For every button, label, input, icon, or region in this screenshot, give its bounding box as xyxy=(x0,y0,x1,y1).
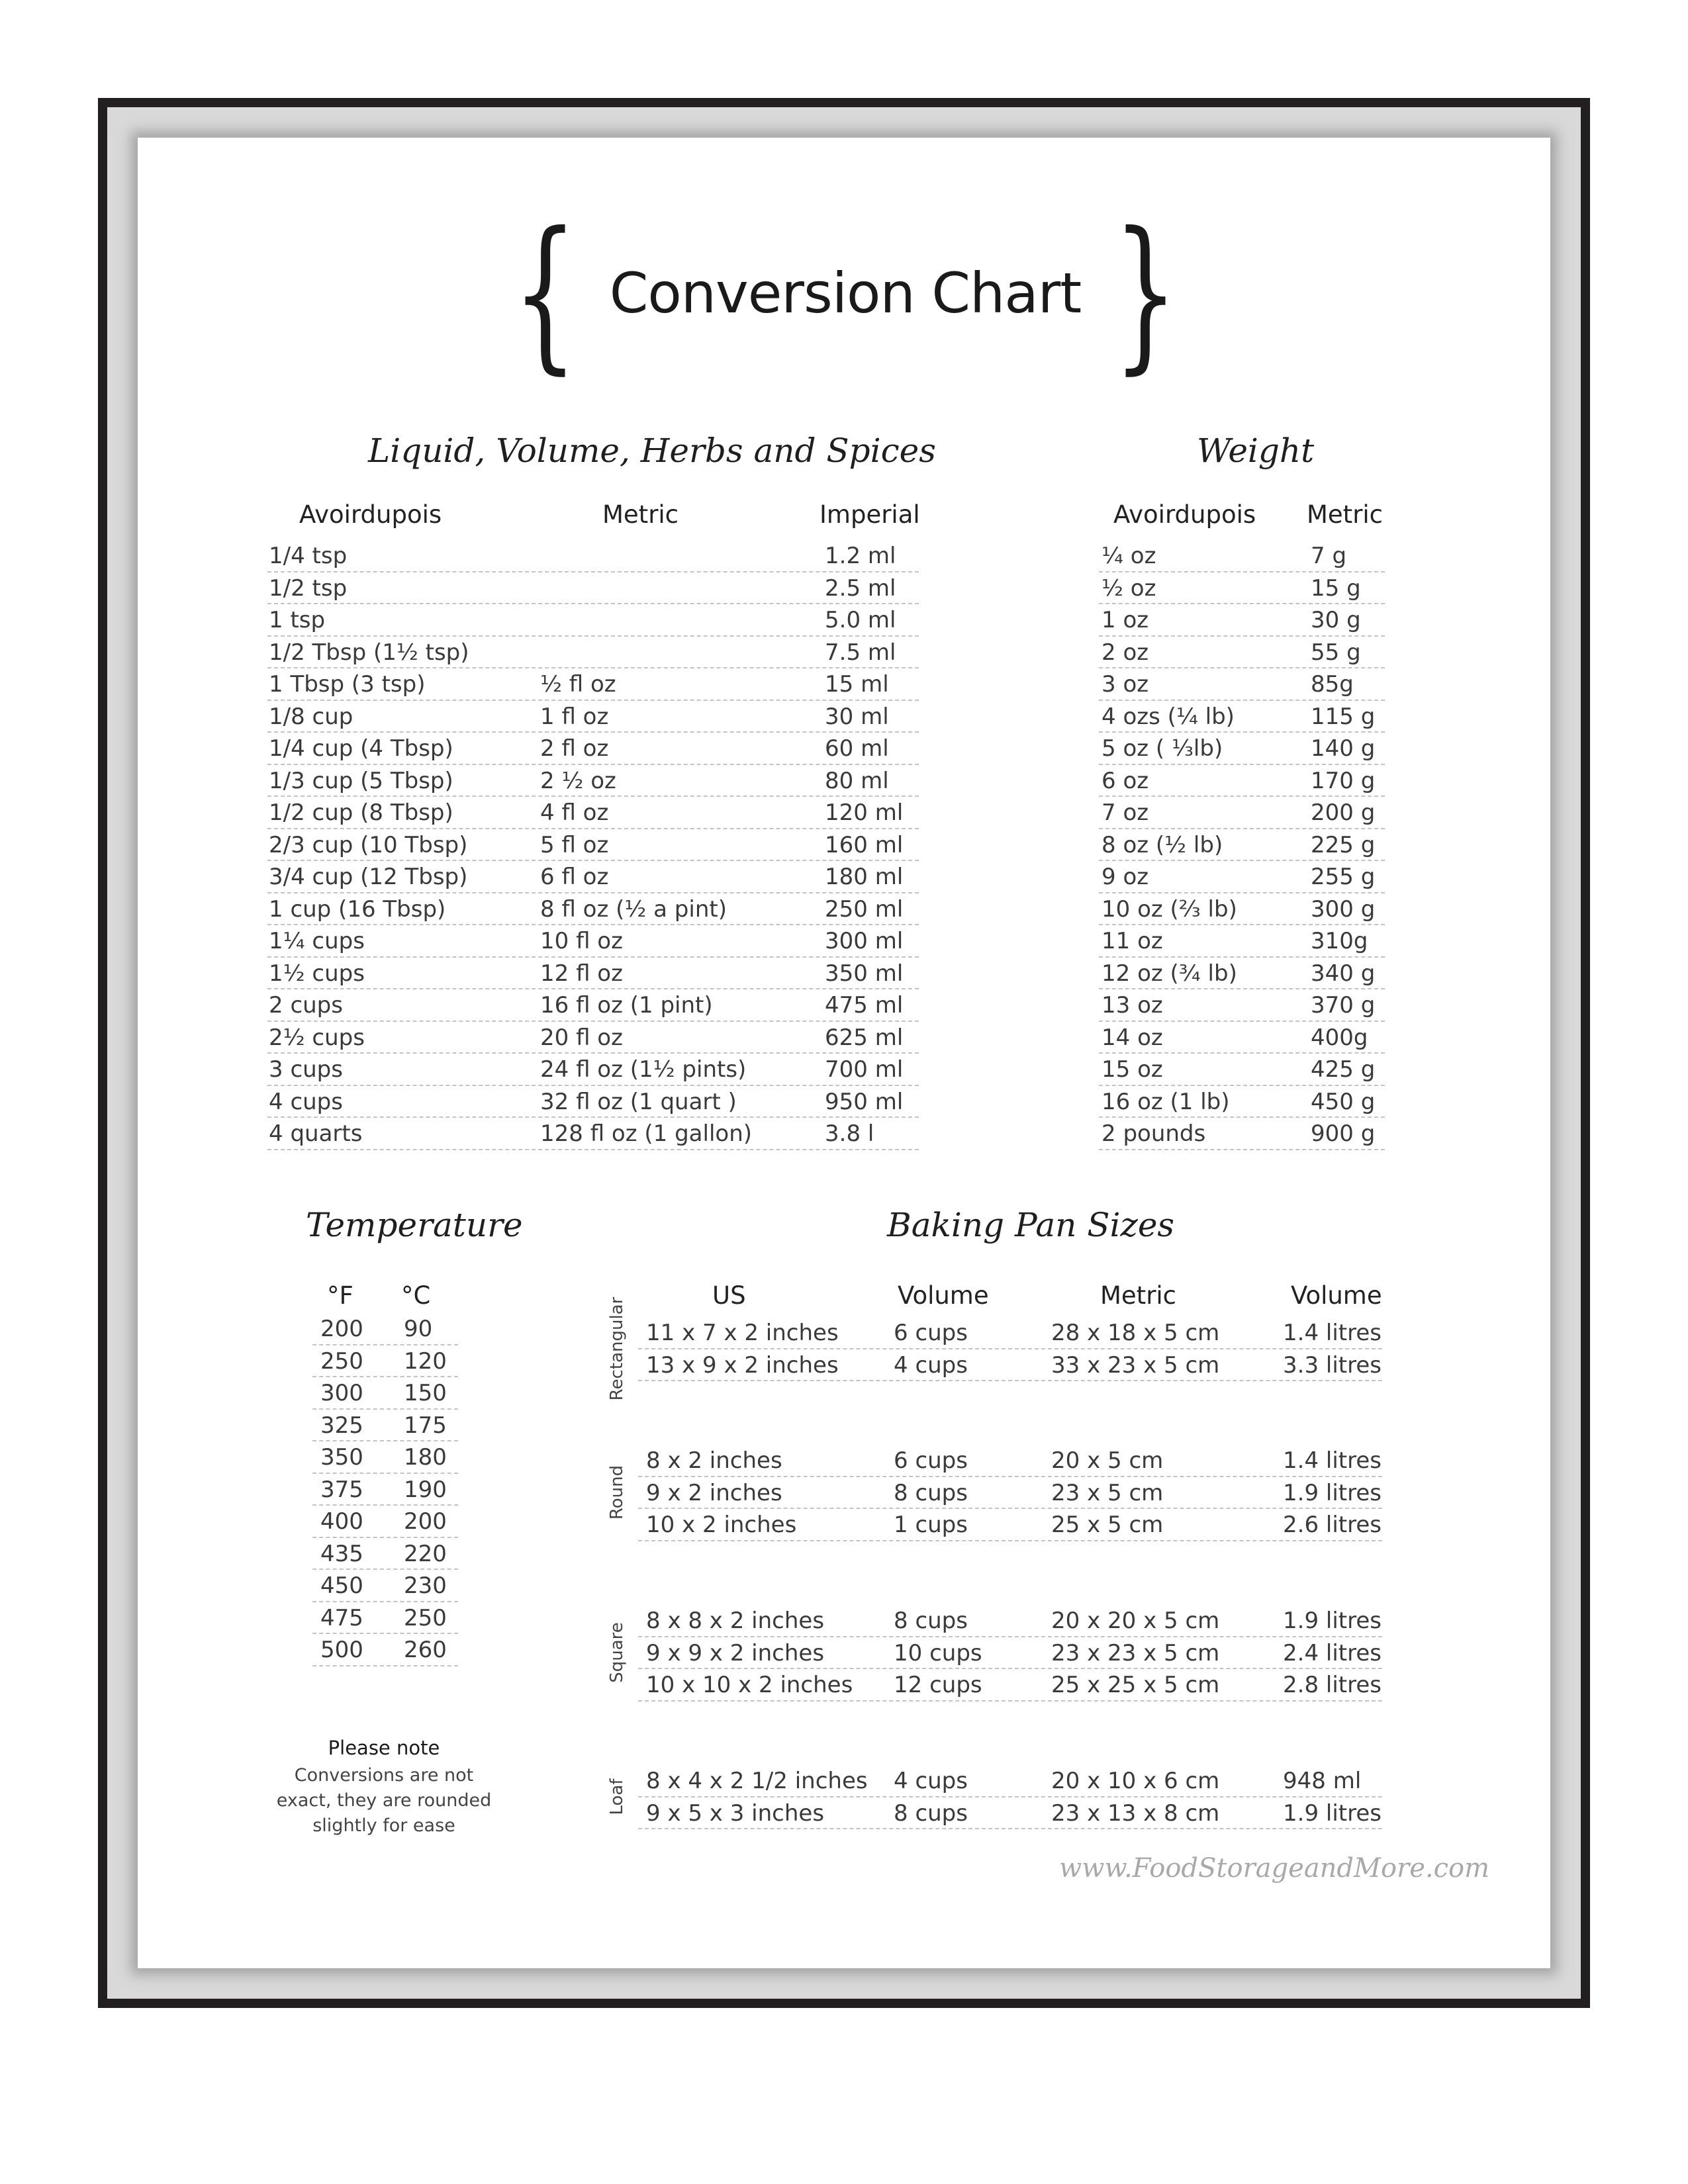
table-cell: 8 cups xyxy=(894,1479,968,1506)
table-cell: 2.4 litres xyxy=(1283,1639,1382,1666)
table-cell: 4 fl oz xyxy=(540,799,609,826)
table-cell: 23 x 13 x 8 cm xyxy=(1051,1799,1220,1827)
table-row xyxy=(638,1669,1382,1702)
table-cell: 1/8 cup xyxy=(269,703,353,730)
table-cell: 300 xyxy=(320,1380,363,1406)
table-cell: 8 oz (½ lb) xyxy=(1102,831,1223,858)
table-cell: 340 g xyxy=(1311,960,1376,987)
table-cell: 140 g xyxy=(1311,735,1376,762)
table-row xyxy=(267,829,919,862)
table-row xyxy=(1099,925,1385,958)
table-row xyxy=(267,733,919,765)
table-cell: 1/3 cup (5 Tbsp) xyxy=(269,767,453,794)
table-cell: 180 xyxy=(404,1444,447,1471)
column-header: °C xyxy=(401,1281,431,1310)
table-cell: 90 xyxy=(404,1316,433,1342)
table-cell: 5 oz ( ⅓lb) xyxy=(1102,735,1223,762)
table-row xyxy=(312,1634,458,1666)
table-row xyxy=(267,668,919,701)
table-cell: 1/2 cup (8 Tbsp) xyxy=(269,799,453,826)
table-cell: 15 ml xyxy=(825,671,889,698)
table-cell: 20 fl oz xyxy=(540,1024,623,1051)
table-row xyxy=(1099,540,1385,572)
table-row xyxy=(267,572,919,605)
table-cell: 250 xyxy=(404,1604,447,1631)
table-cell: 1¼ cups xyxy=(269,928,365,954)
liquid-section-title: Liquid, Volume, Herbs and Spices xyxy=(368,432,936,470)
table-row xyxy=(1099,797,1385,829)
table-cell: 6 fl oz xyxy=(540,864,609,890)
table-cell: ½ fl oz xyxy=(540,671,616,698)
table-row xyxy=(1099,1022,1385,1054)
table-row xyxy=(638,1317,1382,1349)
table-row xyxy=(267,958,919,990)
page-title: Conversion Chart xyxy=(609,261,1082,326)
table-row xyxy=(267,765,919,797)
table-row xyxy=(267,989,919,1022)
table-cell: 3/4 cup (12 Tbsp) xyxy=(269,864,468,890)
table-cell: 425 g xyxy=(1311,1056,1376,1083)
column-header: Avoirdupois xyxy=(299,500,442,529)
column-header: Volume xyxy=(1291,1281,1382,1310)
table-cell: 4 quarts xyxy=(269,1120,363,1147)
table-cell: 3 cups xyxy=(269,1056,343,1083)
table-cell: 12 oz (¾ lb) xyxy=(1102,960,1237,987)
table-row xyxy=(312,1506,458,1538)
table-cell: 475 ml xyxy=(825,992,904,1019)
left-brace: { xyxy=(512,197,578,389)
table-cell: 1.4 litres xyxy=(1283,1447,1382,1474)
table-row xyxy=(312,1345,458,1378)
table-row xyxy=(267,540,919,572)
table-cell: 12 cups xyxy=(894,1672,982,1698)
table-cell: 2½ cups xyxy=(269,1024,365,1051)
table-cell: 250 xyxy=(320,1347,363,1375)
table-row xyxy=(1099,604,1385,637)
table-cell: 1 cup (16 Tbsp) xyxy=(269,895,446,923)
table-cell: 5.0 ml xyxy=(825,607,896,633)
table-cell: 115 g xyxy=(1311,703,1376,730)
table-row xyxy=(267,1118,919,1150)
table-cell: 1 Tbsp (3 tsp) xyxy=(269,671,426,698)
table-row xyxy=(638,1445,1382,1477)
table-cell: 6 cups xyxy=(894,1320,968,1346)
table-row xyxy=(267,604,919,637)
table-row xyxy=(638,1605,1382,1637)
table-cell: 200 xyxy=(320,1316,363,1342)
table-cell: 9 x 5 x 3 inches xyxy=(646,1799,825,1827)
table-cell: 10 x 10 x 2 inches xyxy=(646,1672,853,1698)
table-cell: 200 xyxy=(404,1508,447,1535)
table-row xyxy=(312,1474,458,1506)
table-cell: 1.4 litres xyxy=(1283,1320,1382,1346)
table-cell: 230 xyxy=(404,1572,447,1599)
table-row xyxy=(638,1349,1382,1382)
pan-group-label: Square xyxy=(607,1621,627,1683)
table-cell: 25 x 25 x 5 cm xyxy=(1051,1672,1220,1698)
column-header: Imperial xyxy=(820,500,920,529)
table-cell: 4 ozs (¼ lb) xyxy=(1102,703,1235,730)
table-row xyxy=(1099,1118,1385,1150)
table-row xyxy=(1099,668,1385,701)
table-cell: 300 g xyxy=(1311,895,1376,923)
table-cell: 8 cups xyxy=(894,1799,968,1827)
pan-group-label: Rectangular xyxy=(607,1297,627,1400)
table-row xyxy=(638,1797,1382,1830)
table-cell: 1 fl oz xyxy=(540,703,609,730)
table-row xyxy=(1099,958,1385,990)
table-cell: 3 oz xyxy=(1102,671,1149,698)
note-title: Please note xyxy=(328,1737,440,1759)
table-cell: 24 fl oz (1½ pints) xyxy=(540,1056,747,1083)
table-cell: 2.8 litres xyxy=(1283,1672,1382,1698)
table-cell: 12 fl oz xyxy=(540,960,623,987)
table-cell: 950 ml xyxy=(825,1088,904,1115)
table-cell: 23 x 5 cm xyxy=(1051,1479,1164,1506)
table-cell: 255 g xyxy=(1311,864,1376,890)
column-header: Volume xyxy=(898,1281,989,1310)
table-cell: 1 cups xyxy=(894,1512,968,1538)
table-cell: 450 xyxy=(320,1572,363,1599)
table-row xyxy=(267,1022,919,1054)
table-cell: 400 xyxy=(320,1508,363,1535)
table-cell: 3.8 l xyxy=(825,1120,874,1147)
table-cell: 4 cups xyxy=(269,1088,343,1115)
table-cell: 16 fl oz (1 pint) xyxy=(540,992,713,1019)
table-cell: 175 xyxy=(404,1412,447,1439)
table-cell: 1½ cups xyxy=(269,960,365,987)
table-row xyxy=(1099,572,1385,605)
table-cell: 1/2 tsp xyxy=(269,574,348,602)
table-cell: 30 ml xyxy=(825,703,889,730)
table-cell: 80 ml xyxy=(825,767,889,794)
table-cell: 20 x 5 cm xyxy=(1051,1447,1164,1474)
table-cell: 6 oz xyxy=(1102,767,1149,794)
table-row xyxy=(1099,893,1385,926)
column-header: Metric xyxy=(1307,500,1383,529)
table-cell: 150 xyxy=(404,1380,447,1406)
table-cell: 10 cups xyxy=(894,1639,982,1666)
table-cell: 120 ml xyxy=(825,799,904,826)
table-cell: 625 ml xyxy=(825,1024,904,1051)
table-cell: 1 oz xyxy=(1102,607,1149,633)
table-cell: 180 ml xyxy=(825,864,904,890)
table-cell: 10 oz (⅔ lb) xyxy=(1102,895,1237,923)
table-row xyxy=(312,1377,458,1410)
table-cell: 16 oz (1 lb) xyxy=(1102,1088,1230,1115)
table-row xyxy=(638,1637,1382,1670)
table-row xyxy=(267,1086,919,1118)
table-cell: 30 g xyxy=(1311,607,1361,633)
table-cell: 28 x 18 x 5 cm xyxy=(1051,1320,1220,1346)
table-row xyxy=(1099,989,1385,1022)
table-row xyxy=(1099,829,1385,862)
table-row xyxy=(267,1054,919,1086)
table-cell: 2.5 ml xyxy=(825,574,896,602)
table-cell: 85g xyxy=(1311,671,1354,698)
table-cell: 3.3 litres xyxy=(1283,1351,1382,1379)
table-cell: 5 fl oz xyxy=(540,831,609,858)
table-cell: 225 g xyxy=(1311,831,1376,858)
table-cell: 8 cups xyxy=(894,1608,968,1634)
table-cell: 310g xyxy=(1311,928,1368,954)
table-cell: 400g xyxy=(1311,1024,1368,1051)
table-cell: 350 xyxy=(320,1444,363,1471)
table-cell: 170 g xyxy=(1311,767,1376,794)
table-row xyxy=(312,1313,458,1345)
table-row xyxy=(1099,861,1385,893)
table-row xyxy=(638,1765,1382,1797)
table-cell: 1.9 litres xyxy=(1283,1608,1382,1634)
table-cell: 9 x 2 inches xyxy=(646,1479,782,1506)
table-cell: 33 x 23 x 5 cm xyxy=(1051,1351,1220,1379)
table-row xyxy=(638,1509,1382,1541)
table-cell: 370 g xyxy=(1311,992,1376,1019)
table-cell: 10 fl oz xyxy=(540,928,623,954)
weight-section-title: Weight xyxy=(1197,432,1315,470)
table-row xyxy=(312,1538,458,1570)
table-cell: 11 x 7 x 2 inches xyxy=(646,1320,839,1346)
table-row xyxy=(267,893,919,926)
table-row xyxy=(267,797,919,829)
note-body: Conversions are not exact, they are rounded slightly for ease xyxy=(276,1765,492,1836)
table-cell: 350 ml xyxy=(825,960,904,987)
table-row xyxy=(267,701,919,733)
table-row xyxy=(267,861,919,893)
table-cell: 260 xyxy=(404,1637,447,1663)
title-block xyxy=(0,197,1688,389)
baking-section-title: Baking Pan Sizes xyxy=(887,1206,1175,1244)
table-cell: 11 oz xyxy=(1102,928,1163,954)
table-cell: 500 xyxy=(320,1637,363,1663)
right-brace: } xyxy=(1113,197,1179,389)
table-cell: 7 oz xyxy=(1102,799,1149,826)
table-cell: 7.5 ml xyxy=(825,639,896,666)
table-row xyxy=(312,1410,458,1442)
table-cell: 10 x 2 inches xyxy=(646,1512,797,1538)
column-header: Metric xyxy=(1100,1281,1177,1310)
table-cell: 9 x 9 x 2 inches xyxy=(646,1639,825,1666)
table-row xyxy=(1099,1054,1385,1086)
table-cell: 20 x 10 x 6 cm xyxy=(1051,1768,1220,1794)
table-cell: 20 x 20 x 5 cm xyxy=(1051,1608,1220,1634)
table-cell: 325 xyxy=(320,1412,363,1439)
table-cell: ½ oz xyxy=(1102,574,1156,602)
table-cell: 13 x 9 x 2 inches xyxy=(646,1351,839,1379)
table-row xyxy=(1099,1086,1385,1118)
table-cell: 1 tsp xyxy=(269,607,326,633)
table-cell: 4 cups xyxy=(894,1768,968,1794)
table-cell: 160 ml xyxy=(825,831,904,858)
table-cell: 2.6 litres xyxy=(1283,1512,1382,1538)
table-cell: 23 x 23 x 5 cm xyxy=(1051,1639,1220,1666)
table-cell: 8 fl oz (½ a pint) xyxy=(540,895,727,923)
table-cell: 55 g xyxy=(1311,639,1361,666)
table-row xyxy=(1099,765,1385,797)
table-cell: 375 xyxy=(320,1476,363,1503)
table-row xyxy=(638,1477,1382,1510)
table-cell: 7 g xyxy=(1311,543,1347,569)
table-cell: 1/4 tsp xyxy=(269,543,348,569)
table-cell: 450 g xyxy=(1311,1088,1376,1115)
column-header: Avoirdupois xyxy=(1113,500,1256,529)
table-cell: 435 xyxy=(320,1540,363,1567)
table-cell: 14 oz xyxy=(1102,1024,1163,1051)
table-cell: 1.9 litres xyxy=(1283,1799,1382,1827)
table-cell: ¼ oz xyxy=(1102,543,1156,569)
table-cell: 2 oz xyxy=(1102,639,1149,666)
column-header: °F xyxy=(327,1281,353,1310)
pan-group-label: Loaf xyxy=(607,1778,627,1815)
watermark: www.FoodStorageandMore.com xyxy=(1059,1853,1489,1884)
table-row xyxy=(267,637,919,669)
table-cell: 2 fl oz xyxy=(540,735,609,762)
table-cell: 9 oz xyxy=(1102,864,1149,890)
table-cell: 13 oz xyxy=(1102,992,1163,1019)
pan-group-label: Round xyxy=(607,1465,627,1520)
table-cell: 120 xyxy=(404,1347,447,1375)
table-cell: 190 xyxy=(404,1476,447,1503)
table-cell: 250 ml xyxy=(825,895,904,923)
table-cell: 60 ml xyxy=(825,735,889,762)
table-cell: 2 cups xyxy=(269,992,343,1019)
table-cell: 6 cups xyxy=(894,1447,968,1474)
table-cell: 8 x 2 inches xyxy=(646,1447,782,1474)
table-cell: 475 xyxy=(320,1604,363,1631)
table-row xyxy=(1099,637,1385,669)
table-row xyxy=(312,1441,458,1474)
table-cell: 2/3 cup (10 Tbsp) xyxy=(269,831,468,858)
table-cell: 948 ml xyxy=(1283,1768,1362,1794)
table-cell: 8 x 8 x 2 inches xyxy=(646,1608,825,1634)
table-cell: 1/4 cup (4 Tbsp) xyxy=(269,735,453,762)
table-cell: 4 cups xyxy=(894,1351,968,1379)
table-cell: 200 g xyxy=(1311,799,1376,826)
table-cell: 700 ml xyxy=(825,1056,904,1083)
table-row xyxy=(312,1602,458,1635)
table-cell: 1.2 ml xyxy=(825,543,896,569)
table-row xyxy=(267,925,919,958)
table-cell: 2 pounds xyxy=(1102,1120,1206,1147)
table-row xyxy=(1099,701,1385,733)
table-row xyxy=(1099,733,1385,765)
table-cell: 15 g xyxy=(1311,574,1361,602)
table-cell: 15 oz xyxy=(1102,1056,1163,1083)
table-cell: 900 g xyxy=(1311,1120,1376,1147)
table-cell: 128 fl oz (1 gallon) xyxy=(540,1120,753,1147)
table-cell: 2 ½ oz xyxy=(540,767,616,794)
table-cell: 1/2 Tbsp (1½ tsp) xyxy=(269,639,469,666)
table-cell: 32 fl oz (1 quart ) xyxy=(540,1088,737,1115)
table-cell: 1.9 litres xyxy=(1283,1479,1382,1506)
table-row xyxy=(312,1570,458,1602)
temperature-section-title: Temperature xyxy=(306,1206,523,1244)
column-header: US xyxy=(712,1281,746,1310)
table-cell: 8 x 4 x 2 1/2 inches xyxy=(646,1768,868,1794)
column-header: Metric xyxy=(602,500,679,529)
table-cell: 300 ml xyxy=(825,928,904,954)
table-cell: 25 x 5 cm xyxy=(1051,1512,1164,1538)
table-cell: 220 xyxy=(404,1540,447,1567)
